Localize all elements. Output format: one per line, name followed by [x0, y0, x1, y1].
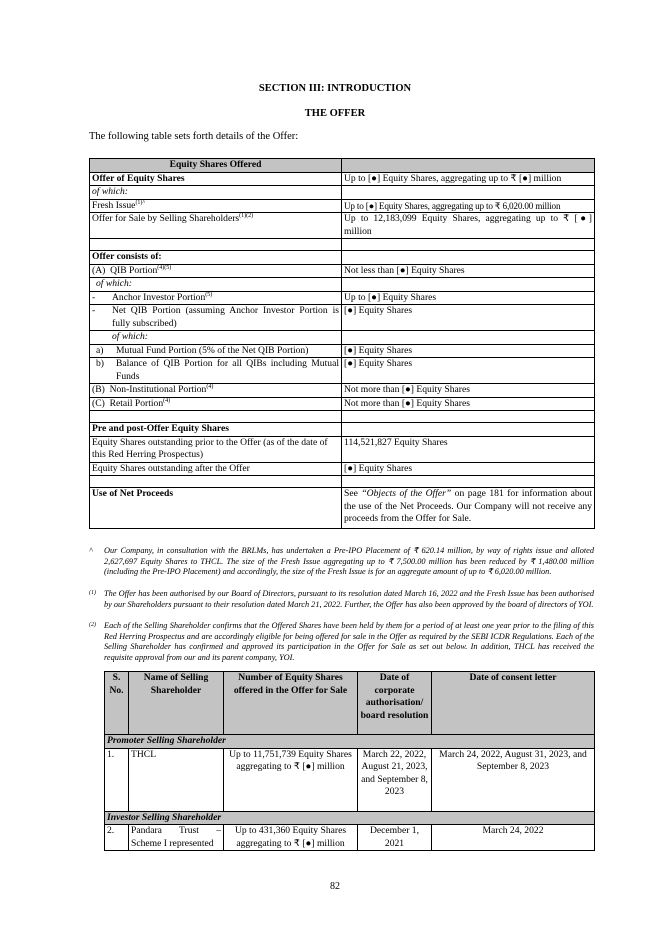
page-number: 82 — [330, 881, 340, 892]
table-row: Use of Net Proceeds See “Objects of the Offer” on page 181 for information about the use of the Net Proceeds. Our Company will not receive any proceeds from the Offer for Sale. — [90, 488, 595, 529]
page-subtitle: THE OFFER — [304, 108, 366, 119]
table-row: (A) QIB Portion$^{(4)(5)}$ Not less than [●] Equity Shares — [90, 264, 595, 278]
table-row: Pre and post-Offer Equity Shares — [90, 423, 595, 437]
table-row: Fresh Issue$^{(1)\^{}}$ Up to [●] Equity Shares, aggregating up to ₹ 6,020.00 million — [90, 199, 595, 213]
offer-table — [89, 158, 595, 529]
table-row: (C) Retail Portion$^{(4)}$ Not more than [●] Equity Shares — [90, 397, 595, 411]
table-row: a) Mutual Fund Portion (5% of the Net QIB Portion) [●] Equity Shares — [90, 344, 595, 358]
intro-text: The following table sets forth details of the Offer: — [89, 131, 299, 142]
footnote: (1) The Offer has been authorised by our Board of Directors, pursuant to its resolution dated March 16, 2022 and the Fresh Issue has been authorised by our Shareholders pursuant to their resolution dated March 21, 2022. Further, the Offer has also been approved by the board of directors of YOI. — [89, 589, 594, 609]
table-row: (B) Non-Institutional Portion$^{(4)}$ Not more than [●] Equity Shares — [90, 384, 595, 398]
footnote: (2) Each of the Selling Shareholder confirms that the Offered Shares have been held by them for a period of at least one year prior to the filing of this Red Herring Prospectus and are accordingly eligible for being offered for sale in the Offer as required by the SEBI ICDR Regulations. Each of the Selling Shareholder has confirmed and approved its participation in the Offer for Sale as set out below. In addition, THCL has received the requisite approval from our and its parent company, YOI. — [89, 621, 594, 662]
footnote: ^ Our Company, in consultation with the BRLMs, has undertaken a Pre-IPO Placement of ₹ 620.14 million, by way of rights issue and alloted 2,627,697 Equity Shares to THCL. The size of the Fresh Issue aggregating up to ₹ 7,500.00 million has been reduced by ₹ 1,480.00 million (including the Pre-IPO Placement) and accordingly, the size of the Fresh Issue is for an aggregate amount of up to ₹ 6,020.00 million. — [89, 546, 594, 577]
section-title: SECTION III: INTRODUCTION — [258, 83, 412, 94]
table-header-row — [90, 159, 595, 173]
header-cell: Equity Shares Offered — [90, 159, 342, 173]
table-header-row: S. No. Name of Selling Shareholder Number of Equity Shares offered in the Offer for Sale Date of corporate authorisation/ board resolution Date of consent letter — [105, 672, 595, 735]
table-row: 1. THCL Up to 11,751,739 Equity Shares aggregating to ₹ [●] million March 22, 2022, August 21, 2023, and September 8, 2023 March 24, 2022, August 31, 2023, and September 8, 2023 — [105, 748, 595, 811]
objects-of-offer-link[interactable]: “Objects of the Offer” — [361, 488, 452, 499]
table-row: Offer for Sale by Selling Shareholders$^{(1)(2)}$ Up to 12,183,099 Equity Shares, aggregating up to ₹ [●] million — [90, 213, 595, 239]
table-row: of which: — [90, 278, 595, 292]
table-row: - Net QIB Portion (assuming Anchor Investor Portion is fully subscribed) [●] Equity Shares — [90, 305, 595, 331]
group-row: Investor Selling Shareholder — [105, 811, 595, 825]
table-row: - Anchor Investor Portion$^{(5)}$ Up to [●] Equity Shares — [90, 291, 595, 305]
selling-shareholders-table — [104, 671, 595, 851]
table-row: of which: — [90, 186, 595, 200]
table-row: Equity Shares outstanding after the Offer [●] Equity Shares — [90, 462, 595, 476]
table-row: of which: — [90, 331, 595, 345]
group-row: Promoter Selling Shareholder — [105, 735, 595, 749]
table-row: Offer of Equity Shares Up to [●] Equity Shares, aggregating up to ₹ [●] million — [90, 172, 595, 186]
table-row: Equity Shares outstanding prior to the Offer (as of the date of this Red Herring Prospectus) 114,521,827 Equity Shares — [90, 436, 595, 462]
table-row: 2. Pandara Trust – Scheme I represented Up to 431,360 Equity Shares aggregating to ₹ [●] million December 1, 2021 March 24, 2022 — [105, 825, 595, 851]
table-row: Offer consists of: — [90, 251, 595, 265]
table-row: b) Balance of QIB Portion for all QIBs including Mutual Funds [●] Equity Shares — [90, 358, 595, 384]
